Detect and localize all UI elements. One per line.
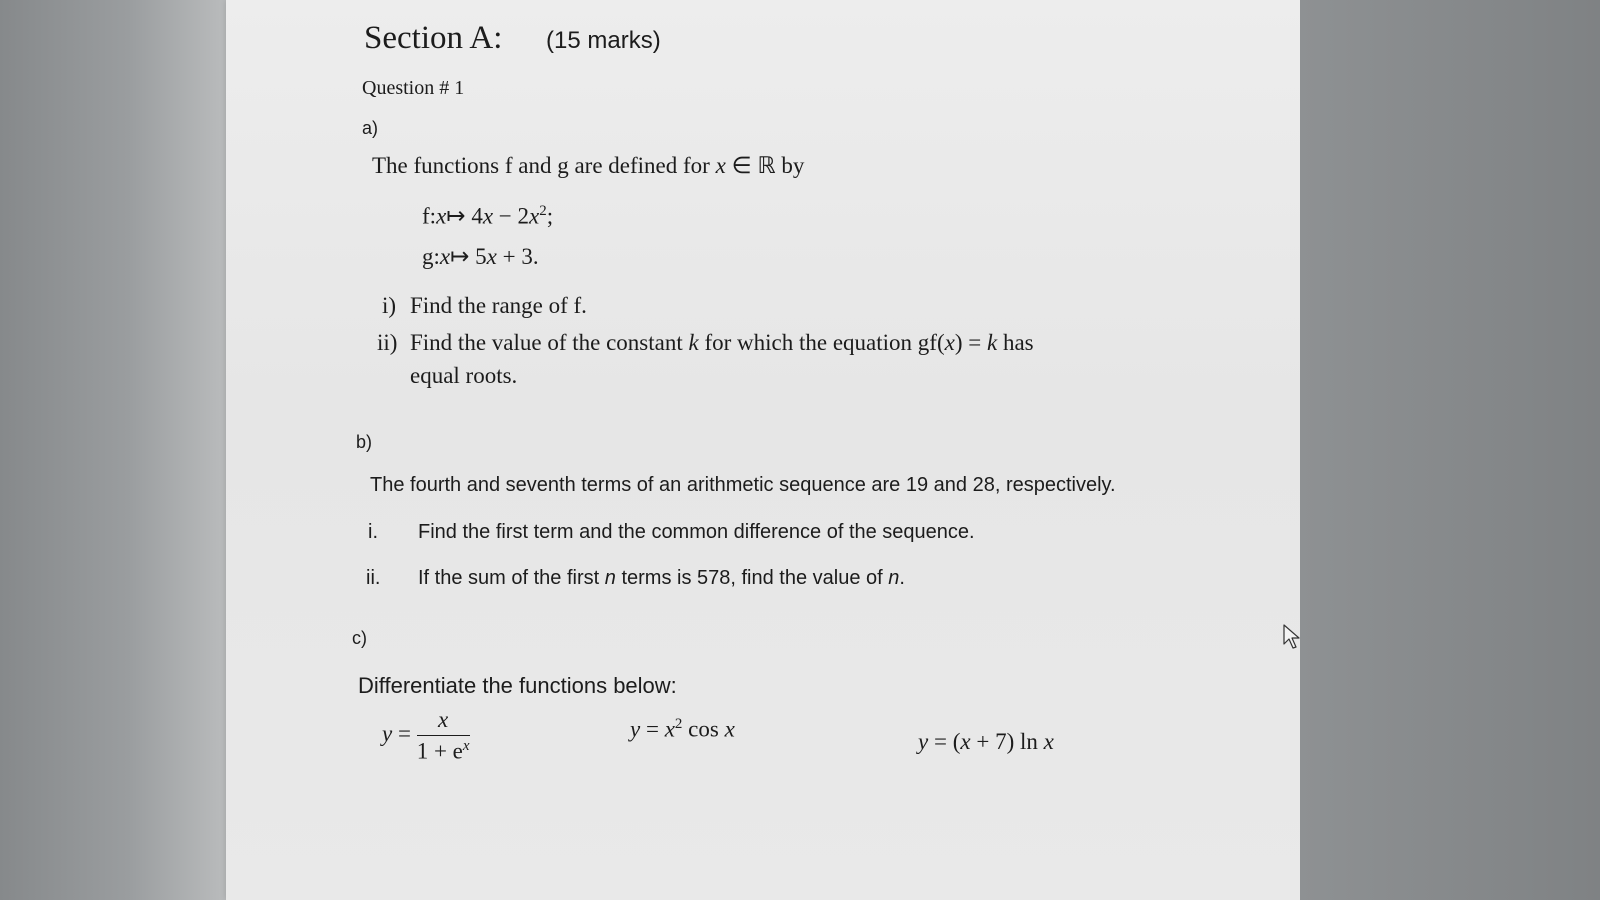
monitor-bezel <box>1300 0 1600 900</box>
function-1: y = $\frac{x}{1 + e^x}$ <box>382 707 470 764</box>
mouse-pointer-icon <box>1283 624 1301 650</box>
part-c-intro: Differentiate the functions below: <box>358 673 677 698</box>
function-3: y = (x + 7) ln x <box>918 729 1054 754</box>
part-a-label: a) <box>362 118 379 138</box>
part-b-label: b) <box>356 432 373 452</box>
function-g-definition: g:x↦ 5x + 3. <box>422 244 539 269</box>
part-c-label: c) <box>352 628 367 648</box>
part-b-intro: The fourth and seventh terms of an arithmetic sequence are 19 and 28, respectively. <box>370 474 1116 496</box>
part-b-item-i-number: i. <box>368 521 378 543</box>
part-a-item-i-text: Find the range of f. <box>410 293 587 318</box>
part-b-item-ii-number: ii. <box>366 567 381 589</box>
screen-area <box>226 0 1300 900</box>
part-a-item-ii-number: ii) <box>377 330 398 355</box>
fraction: $\frac{x}{1 + e^x}$ <box>416 707 470 764</box>
part-a-item-i-number: i) <box>382 293 397 318</box>
section-title: Section A: <box>364 20 503 56</box>
part-a-item-ii-line2: equal roots. <box>410 363 518 388</box>
section-marks: (15 marks) <box>546 27 661 54</box>
question-label: Question # 1 <box>362 77 465 99</box>
function-f-definition: f:x↦ $4x - 2x^2$; <box>422 203 554 229</box>
part-b-item-ii-text: If the sum of the first n terms is 578, find the value of n. <box>418 567 905 589</box>
part-b-item-i-text: Find the first term and the common difference of the sequence. <box>418 521 975 543</box>
part-a-intro: The functions f and g are defined for x ∈ ℝ by <box>372 153 805 178</box>
function-2: $y = x^2$ cos x <box>630 716 735 742</box>
part-a-item-ii-text: Find the value of the constant k for which the equation gf(x) = k has <box>410 330 1034 355</box>
